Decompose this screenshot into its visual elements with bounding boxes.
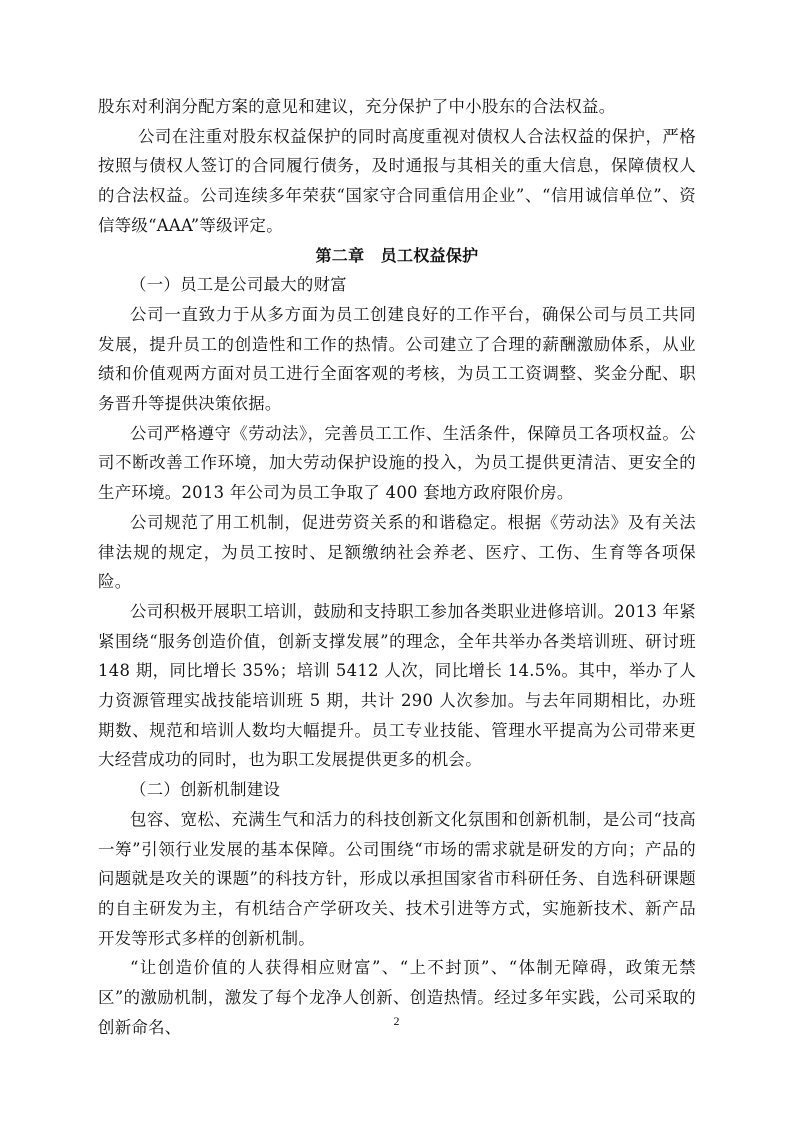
paragraph: 公司积极开展职工培训，鼓励和支持职工参加各类职业进修培训。2013 年紧紧围绕“服务创造价值，创新支撑发展”的理念，全年共举办各类培训班、研讨班 148 期，同比增长 35%；培训 5412 人次，同比增长 14.5%。其中，举办了人力资源管理实战技能培训班 5 期，共计 290 人次参加。与去年同期相比，办班期数、规范和培训人数均大幅提升。员工专业技能、管理水平提高为公司带来更大经营成功的同时，也为职工发展提供更多的机会。 (98, 601, 696, 770)
paragraph: 公司一直致力于从多方面为员工创建良好的工作平台，确保公司与员工共同发展，提升员工的创造性和工作的热情。公司建立了合理的薪酬激励体系，从业绩和价值观两方面对员工进行全面客观的考核，为员工工资调整、奖金分配、职务晋升等提供决策依据。 (98, 304, 696, 414)
chapter-title: 第二章 员工权益保护 (315, 245, 479, 265)
document-body (98, 92, 696, 1043)
paragraph: 股东对利润分配方案的意见和建议，充分保护了中小股东的合法权益。 (98, 97, 616, 116)
paragraph: 包容、宽松、充满生气和活力的科技创新文化氛围和创新机制，是公司“技高一筹”引领行业发展的基本保障。公司围绕“市场的需求就是研发的方向；产品的问题就是攻关的课题”的科技方针，形成以承担国家省市科研任务、自选科研课题的自主研发为主，有机结合产学研攻关、技术引进等方式，实施新技术、新产品开发等形式多样的创新机制。 (98, 809, 696, 948)
paragraph: “让创造价值的人获得相应财富”、“上不封顶”、“体制无障碍，政策无禁区”的激励机制，激发了每个龙净人创新、创造热情。经过多年实践，公司采取的创新命名、 (98, 958, 696, 1037)
section-heading: （一）员工是公司最大的财富 (130, 275, 347, 295)
paragraph: 公司严格遵守《劳动法》，完善员工工作、生活条件，保障员工各项权益。公司不断改善工作环境，加大劳动保护设施的投入，为员工提供更清洁、更安全的生产环境。2013 年公司为员工争取了 400 套地方政府限价房。 (98, 423, 696, 503)
paragraph: 公司规范了用工机制，促进劳资关系的和谐稳定。根据《劳动法》及有关法律法规的规定，为员工按时、足额缴纳社会养老、医疗、工伤、生育等各项保险。 (98, 512, 696, 592)
section-heading: （二）创新机制建设 (130, 780, 281, 800)
page-number: 2 (393, 1014, 400, 1028)
paragraph: 公司在注重对股东权益保护的同时高度重视对债权人合法权益的保护，严格按照与债权人签订的合同履行债务，及时通报与其相关的重大信息，保障债权人的合法权益。公司连续多年荣获“国家守合同重信用企业”、“信用诚信单位”、资信等级“AAA”等级评定。 (98, 126, 696, 235)
